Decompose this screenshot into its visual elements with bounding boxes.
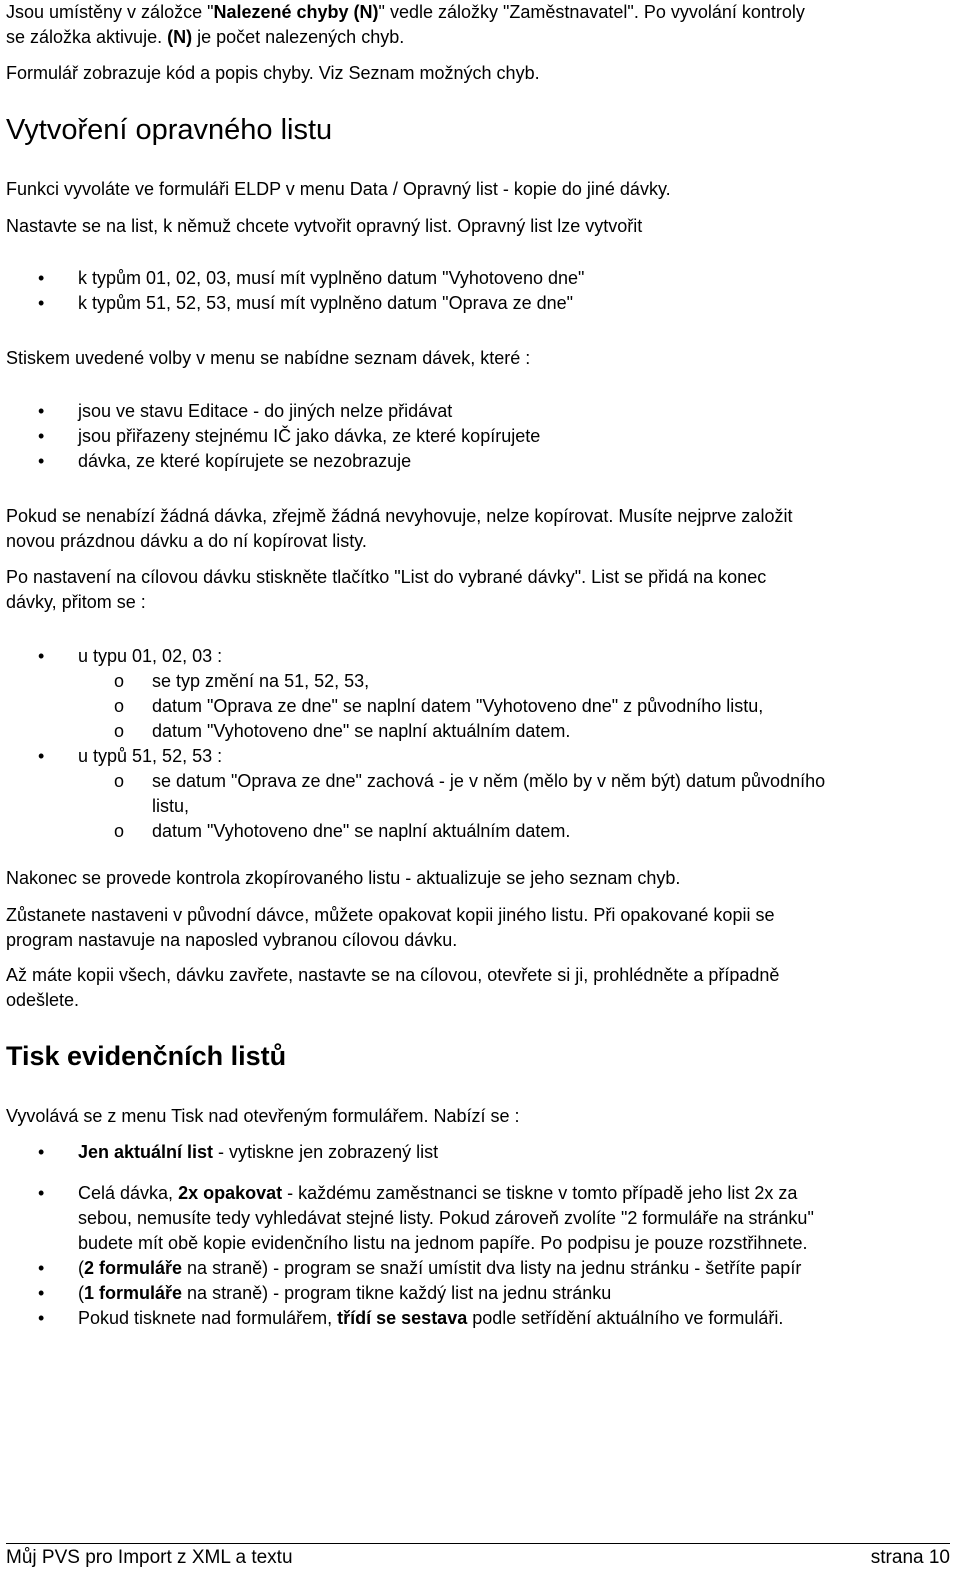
list-item: • k typům 51, 52, 53, musí mít vyplněno datum "Oprava ze dne" <box>6 291 946 316</box>
sub-bullet-icon: o <box>114 671 125 691</box>
sub-list-item: o datum "Vyhotoveno dne" se naplní aktuálním datem. <box>6 719 946 744</box>
footer-rule <box>6 1543 950 1544</box>
list-item: • jsou přiřazeny stejnému IČ jako dávka, ze které kopírujete <box>6 424 946 449</box>
sub-bullet-icon: o <box>114 771 125 791</box>
heading-opravny-list: Vytvoření opravného listu <box>6 114 333 146</box>
intro-line-2: se záložka aktivuje. (N) je počet nalezených chyb. <box>6 27 405 47</box>
paragraph: Po nastavení na cílovou dávku stiskněte tlačítko "List do vybrané dávky". List se přidá na konec <box>6 567 767 587</box>
sub-bullet-icon: o <box>114 821 125 841</box>
intro-line-1: Jsou umístěny v záložce "Nalezené chyby (N)" vedle záložky "Zaměstnavatel". Po vyvolání kontroly <box>6 2 805 22</box>
list-item-continuation: sebou, nemusíte tedy vyhledávat stejné listy. Pokud zároveň zvolíte "2 formuláře na stránku" <box>78 1208 814 1228</box>
list-item: • Pokud tisknete nad formulářem, třídí se sestava podle setřídění aktuálního ve formuláři. <box>6 1306 946 1331</box>
paragraph: novou prázdnou dávku a do ní kopírovat listy. <box>6 531 367 551</box>
paragraph: Funkci vyvoláte ve formuláři ELDP v menu Data / Opravný list - kopie do jiné dávky. <box>6 179 671 199</box>
list-item: • (2 formuláře na straně) - program se snaží umístit dva listy na jednu stránku - šetříte papír <box>6 1256 946 1281</box>
paragraph: odešlete. <box>6 990 80 1010</box>
list-item-continuation: budete mít obě kopie evidenčního listu na jednom papíře. Po podpisu je pouze rozstřihnete. <box>78 1233 808 1253</box>
sub-bullet-icon: o <box>114 721 125 741</box>
paragraph: Nakonec se provede kontrola zkopírovaného listu - aktualizuje se jeho seznam chyb. <box>6 868 681 888</box>
print-options-list <box>6 1181 946 1331</box>
list-item: • Celá dávka, 2x opakovat - každému zaměstnanci se tiskne v tomto případě jeho list 2x za <box>6 1181 946 1206</box>
paragraph: Až máte kopii všech, dávku zavřete, nastavte se na cílovou, otevřete si ji, prohlédněte a případně <box>6 965 780 985</box>
list-item: • k typům 01, 02, 03, musí mít vyplněno datum "Vyhotoveno dne" <box>6 266 946 291</box>
sub-list-item: o se typ změní na 51, 52, 53, <box>6 669 946 694</box>
print-options-list <box>6 1140 946 1165</box>
sub-list-item: o se datum "Oprava ze dne" zachová - je v něm (mělo by v něm být) datum původního <box>6 769 946 794</box>
list-item: • u typu 01, 02, 03 : <box>6 644 946 669</box>
page-number: strana 10 <box>870 1547 950 1568</box>
sub-bullet-icon: o <box>114 696 125 716</box>
intro-line-3: Formulář zobrazuje kód a popis chyby. Viz Seznam možných chyb. <box>6 63 540 83</box>
paragraph: dávky, přitom se : <box>6 592 146 612</box>
footer-title: Můj PVS pro Import z XML a textu <box>6 1547 293 1568</box>
paragraph: Nastavte se na list, k němuž chcete vytvořit opravný list. Opravný list lze vytvořit <box>6 216 643 236</box>
copy-effects-list <box>6 644 946 844</box>
sub-list-item: o datum "Oprava ze dne" se naplní datem "Vyhotoveno dne" z původního listu, <box>6 694 946 719</box>
heading-tisk: Tisk evidenčních listů <box>6 1041 287 1071</box>
paragraph: Zůstanete nastaveni v původní dávce, můžete opakovat kopii jiného listu. Při opakované kopii se <box>6 905 775 925</box>
paragraph: program nastavuje na naposled vybranou cílovou dávku. <box>6 930 458 950</box>
paragraph: Pokud se nenabízí žádná dávka, zřejmě žádná nevyhovuje, nelze kopírovat. Musíte nejprve založit <box>6 506 793 526</box>
paragraph: Vyvolává se z menu Tisk nad otevřeným formulářem. Nabízí se : <box>6 1106 520 1126</box>
list-item: • u typů 51, 52, 53 : <box>6 744 946 769</box>
paragraph: Stiskem uvedené volby v menu se nabídne seznam dávek, které : <box>6 348 531 368</box>
list-item: • jsou ve stavu Editace - do jiných nelze přidávat <box>6 399 946 424</box>
sub-list-item-continuation: listu, <box>152 796 190 816</box>
conditions-list <box>6 399 946 474</box>
list-item: • Jen aktuální list - vytiskne jen zobrazený list <box>6 1140 946 1165</box>
list-item: • dávka, ze které kopírujete se nezobrazuje <box>6 449 946 474</box>
sub-list-item: o datum "Vyhotoveno dne" se naplní aktuálním datem. <box>6 819 946 844</box>
list-item: • (1 formuláře na straně) - program tikne každý list na jednu stránku <box>6 1281 946 1306</box>
types-list <box>6 266 946 316</box>
